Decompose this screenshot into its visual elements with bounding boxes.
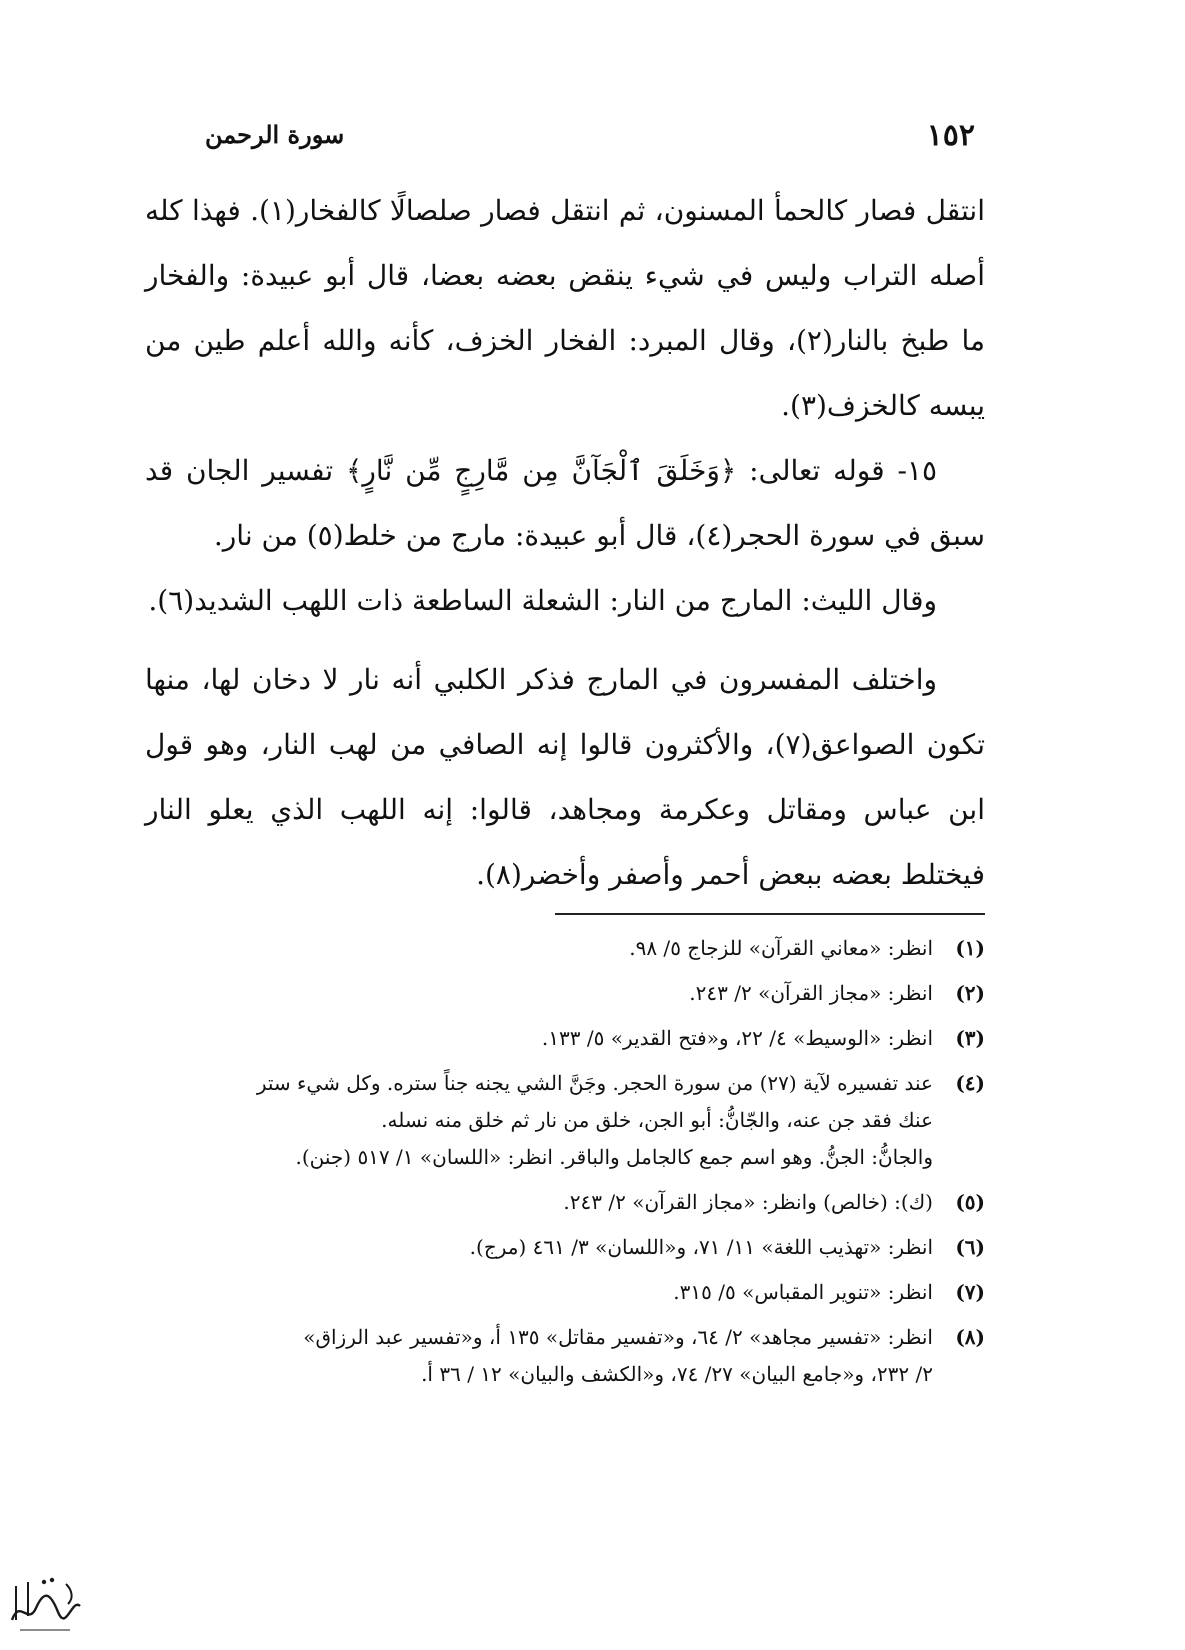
footnote-number: (٣) — [955, 1026, 985, 1050]
footnote-text: عند تفسيره لآية (٢٧) من سورة الحجر. وجَنَّ الشي يجنه جناً ستره. وكل شيء ستر — [256, 1071, 933, 1095]
footnote-text: والجانُّ: الجنُّ. وهو اسم جمع كالجامل والباقر. انظر: «اللسان» ١/ ٥١٧ (جنن). — [295, 1145, 933, 1169]
footnote-number: (٥) — [955, 1190, 985, 1214]
footnote — [145, 975, 985, 1012]
footnote-text: انظر: «تهذيب اللغة» ١١/ ٧١، و«اللسان» ٣/ ٤٦١ (مرج). — [469, 1235, 933, 1259]
footnote-text: (ك): (خالص) وانظر: «مجاز القرآن» ٢/ ٢٤٣. — [563, 1190, 933, 1214]
main-text — [145, 178, 985, 907]
page-header — [205, 118, 975, 162]
footnote-text: انظر: «تفسير مجاهد» ٢/ ٦٤، و«تفسير مقاتل» ١٣٥ أ، و«تفسير عبد الرزاق» — [303, 1325, 933, 1349]
page-number: ١٥٢ — [926, 118, 975, 153]
footnote — [145, 1020, 985, 1057]
footnote-number: (٤) — [955, 1071, 985, 1095]
paragraph: واختلف المفسرون في المارج فذكر الكلبي أنه نار لا دخان لها، منها تكون الصواعق(٧)، والأكثرون قالوا إنه الصافي من لهب النار، وهو قول ابن عباس ومقاتل وعكرمة ومجاهد، قالوا: إنه اللهب الذي يعلو النار فيختلط بعضه ببعض أحمر وأصفر وأخضر(٨). — [145, 663, 985, 891]
footnote — [145, 1184, 985, 1221]
footnote-number: (٨) — [955, 1325, 985, 1349]
footnote-number: (١) — [955, 936, 985, 960]
paragraph: وقال الليث: المارج من النار: الشعلة الساطعة ذات اللهب الشديد(٦). — [148, 584, 937, 617]
footnote-text: انظر: «تنوير المقباس» ٥/ ٣١٥. — [673, 1280, 933, 1304]
footnote-number: (٧) — [955, 1280, 985, 1304]
footnote-text: انظر: «معاني القرآن» للزجاج ٥/ ٩٨. — [629, 936, 933, 960]
footnote-text: عنك فقد جن عنه، والجّانُّ: أبو الجن، خلق من نار ثم خلق منه نسله. — [381, 1108, 933, 1132]
footnote — [145, 930, 985, 967]
footnote-number: (٢) — [955, 981, 985, 1005]
footnote-number: (٦) — [955, 1235, 985, 1259]
publisher-stamp-logo — [6, 1568, 84, 1638]
footnote-text: انظر: «مجاز القرآن» ٢/ ٢٤٣. — [689, 981, 933, 1005]
running-title: سورة الرحمن — [205, 120, 345, 149]
footnote — [145, 1319, 985, 1393]
footnote-text: انظر: «الوسيط» ٤/ ٢٢، و«فتح القدير» ٥/ ١٣٣. — [541, 1026, 933, 1050]
paragraph: انتقل فصار كالحمأ المسنون، ثم انتقل فصار صلصالًا كالفخار(١). فهذا كله أصله التراب وليس في شيء ينقض بعضه بعضا، قال أبو عبيدة: والفخار ما طبخ بالنار(٢)، وقال المبرد: الفخار الخزف، كأنه والله أعلم طين من يبسه كالخزف(٣). — [145, 194, 985, 422]
footnote-separator — [555, 913, 985, 915]
footnote — [145, 1229, 985, 1266]
footnote-text: ٢/ ٢٣٢، و«جامع البيان» ٢٧/ ٧٤، و«الكشف والبيان» ١٢ / ٣٦ أ. — [421, 1362, 933, 1386]
paragraph-verse-15: ١٥- قوله تعالى: ﴿وَخَلَقَ ٱلْجَآنَّ مِن مَّارِجٍ مِّن نَّارٍ﴾ تفسير الجان قد سبق في سورة الحجر(٤)، قال أبو عبيدة: مارج من خلط(٥) من نار. — [145, 454, 985, 552]
footnote — [145, 1065, 985, 1176]
footnotes — [145, 930, 985, 1401]
footnote — [145, 1274, 985, 1311]
